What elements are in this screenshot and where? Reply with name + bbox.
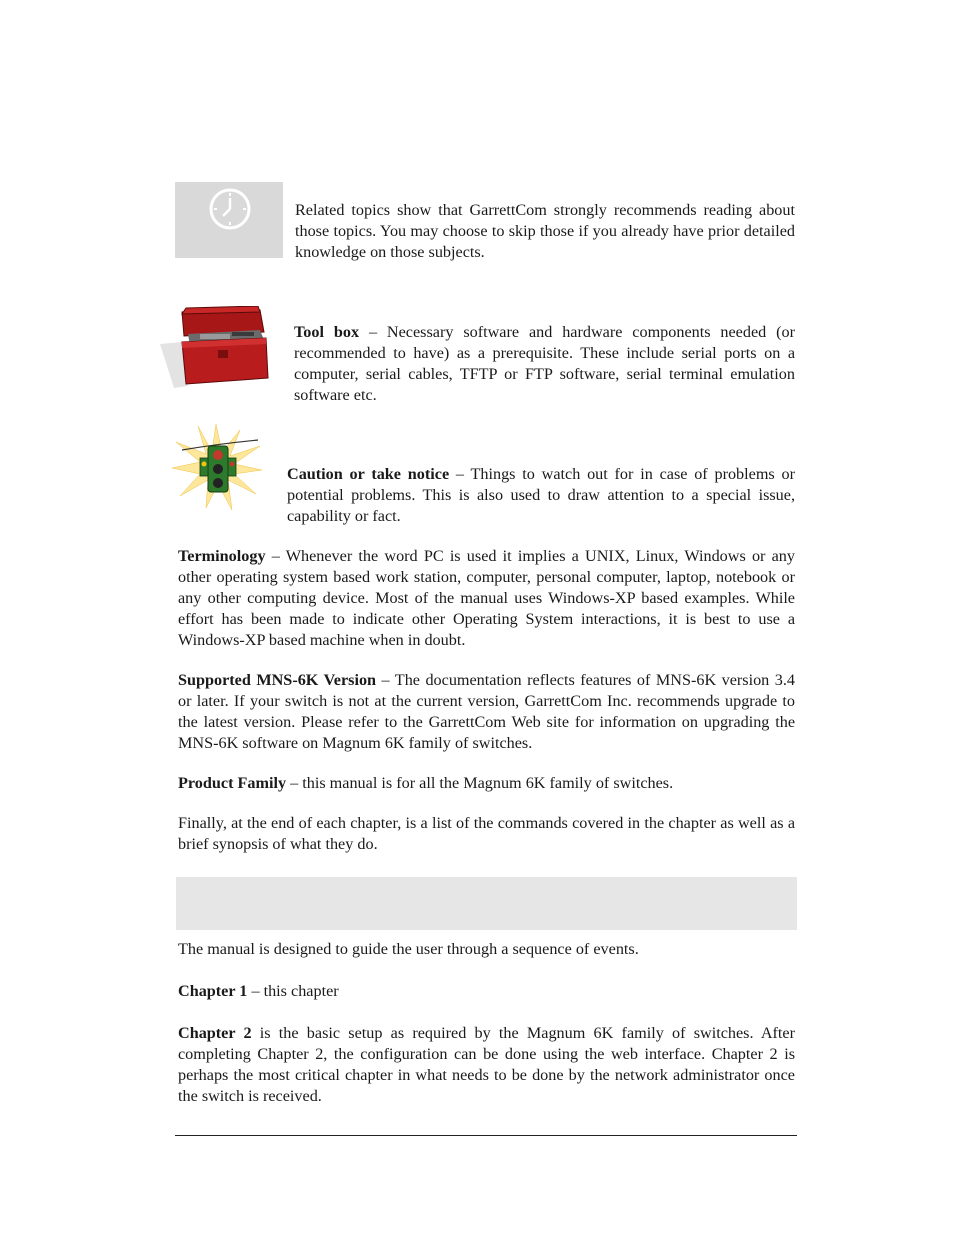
toolbox-text: Tool box – Necessary software and hardware components needed (or recommended to have) as a prerequisite. These include serial ports on a computer, serial cables, TFTP or FTP software, serial terminal emulation software etc.	[294, 323, 795, 404]
caution-text: Caution or take notice – Things to watch out for in case of problems or potential problems. This is also used to draw attention to a special issue, capability or fact.	[287, 465, 795, 525]
toolbox-icon	[160, 306, 272, 388]
finally-text: Finally, at the end of each chapter, is a list of the commands covered in the chapter as well as a brief synopsis of what they do.	[178, 814, 795, 853]
chapter2-text: Chapter 2 is the basic setup as required by the Magnum 6K family of switches. After completing Chapter 2, the configuration can be done using the web interface. Chapter 2 is perhaps the most critical chapter in what needs to be done by the network administrator once the switch is received.	[178, 1024, 795, 1105]
chapter1-text: Chapter 1 – this chapter	[178, 982, 339, 1000]
footer-divider	[175, 1135, 797, 1136]
caution-label: Caution or take notice	[287, 465, 450, 483]
related-topics-text: Related topics show that GarrettCom strongly recommends reading about those topics. You may choose to skip those if you already have prior detailed knowledge on those subjects.	[295, 201, 795, 261]
toolbox-label: Tool box	[294, 323, 360, 341]
product-family-label: Product Family	[178, 774, 287, 792]
terminology-text: Terminology – Whenever the word PC is used it implies a UNIX, Linux, Windows or any other operating system based work station, computer, personal computer, laptop, notebook or any other computing device. Most of the manual uses Windows-XP based examples. While effort has been made to indicate other Operating System interactions, it is best to use a Windows-XP based machine when in doubt.	[178, 547, 795, 649]
product-family-text: Product Family – this manual is for all the Magnum 6K family of switches.	[178, 774, 674, 792]
clock-icon	[207, 186, 253, 232]
traffic-light-icon	[172, 424, 262, 510]
related-topics-icon-box	[175, 182, 283, 258]
supported-version-text: Supported MNS-6K Version – The documentation reflects features of MNS-6K version 3.4 or later. If your switch is not at the current version, GarrettCom Inc. recommends upgrade to the latest version. Please refer to the GarrettCom Web site for information on upgrading the MNS-6K software on Magnum 6K family of switches.	[178, 671, 795, 752]
section-heading-band	[176, 877, 797, 930]
chapter1-label: Chapter 1	[178, 982, 248, 1000]
manual-intro-text: The manual is designed to guide the user through a sequence of events.	[178, 940, 639, 958]
terminology-label: Terminology	[178, 547, 266, 565]
supported-version-label: Supported MNS-6K Version	[178, 671, 377, 689]
chapter2-label: Chapter 2	[178, 1024, 252, 1042]
